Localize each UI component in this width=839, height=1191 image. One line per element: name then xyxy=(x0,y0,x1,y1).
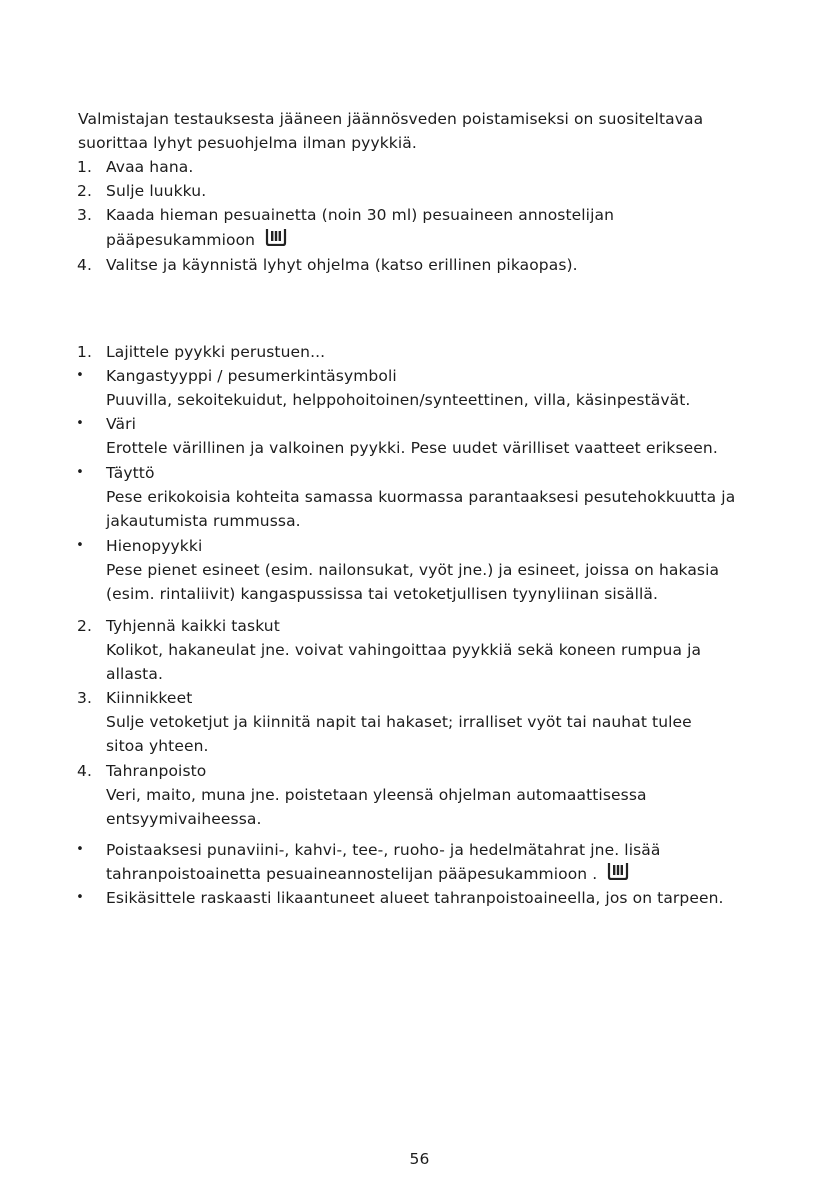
bullet: • xyxy=(76,416,84,431)
bullet-title: Hienopyykki xyxy=(106,537,203,555)
step-text: Avaa hana. xyxy=(106,158,194,176)
stain-bullet-text-continued xyxy=(106,862,629,887)
prep-desc: allasta. xyxy=(106,665,163,683)
bullet-title: Kangastyyppi / pesumerkintäsymboli xyxy=(106,367,397,385)
bullet: • xyxy=(76,368,84,383)
prep-number: 2. xyxy=(77,617,92,635)
step-number: 3. xyxy=(77,206,92,224)
prep-desc: Sulje vetoketjut ja kiinnitä napit tai hakaset; irralliset vyöt tai nauhat tulee xyxy=(106,713,692,731)
stain-bullet-text: Esikäsittele raskaasti likaantuneet alueet tahranpoistoaineella, jos on tarpeen. xyxy=(106,889,724,907)
prep-desc: Kolikot, hakaneulat jne. voivat vahingoittaa pyykkiä sekä koneen rumpua ja xyxy=(106,641,702,659)
prep-number: 4. xyxy=(77,762,92,780)
prep-number: 3. xyxy=(77,689,92,707)
bullet-desc: (esim. rintaliivit) kangaspussissa tai vetoketjullisen tyynyliinan sisällä. xyxy=(106,585,659,603)
step-number: 4. xyxy=(77,256,92,274)
prep-title: Kiinnikkeet xyxy=(106,689,193,707)
step-text-compartment: pääpesukammioon xyxy=(106,231,256,249)
step-number: 2. xyxy=(77,182,92,200)
step-text: Kaada hieman pesuainetta (noin 30 ml) pesuaineen annostelijan xyxy=(106,206,615,224)
step-text: Sulje luukku. xyxy=(106,182,207,200)
prep-desc: sitoa yhteen. xyxy=(106,737,209,755)
page-number: 56 xyxy=(409,1150,430,1168)
bullet-desc: Puuvilla, sekoitekuidut, helppohoitoinen/synteettinen, villa, käsinpestävät. xyxy=(106,391,691,409)
bullet: • xyxy=(76,465,84,480)
main-wash-compartment-icon xyxy=(265,228,287,253)
prep-desc: entsyymivaiheessa. xyxy=(106,810,262,828)
prep-title: Tahranpoisto xyxy=(106,762,207,780)
intro-line-2: suorittaa lyhyt pesuohjelma ilman pyykkiä. xyxy=(78,134,417,152)
bullet-desc: Pese erikokoisia kohteita samassa kuormassa parantaaksesi pesutehokkuutta ja xyxy=(106,488,736,506)
bullet: • xyxy=(76,538,84,553)
prep-title: Tyhjennä kaikki taskut xyxy=(106,617,280,635)
bullet-title: Täyttö xyxy=(106,464,155,482)
bullet-desc: Pese pienet esineet (esim. nailonsukat, vyöt jne.) ja esineet, joissa on hakasia xyxy=(106,561,720,579)
sort-title: Lajittele pyykki perustuen... xyxy=(106,343,326,361)
step-text-continued xyxy=(106,228,287,253)
prep-desc: Veri, maito, muna jne. poistetaan yleensä ohjelman automaattisessa xyxy=(106,786,647,804)
main-wash-compartment-icon xyxy=(607,862,629,887)
bullet: • xyxy=(76,842,84,857)
step-number: 1. xyxy=(77,158,92,176)
bullet-desc: jakautumista rummussa. xyxy=(106,512,301,530)
stain-bullet-text: tahranpoistoainetta pesuaineannostelijan pääpesukammioon . xyxy=(106,865,598,883)
intro-line-1: Valmistajan testauksesta jääneen jäännösveden poistamiseksi on suositeltavaa xyxy=(78,110,704,128)
sort-number: 1. xyxy=(77,343,92,361)
bullet-title: Väri xyxy=(106,415,136,433)
step-text: Valitse ja käynnistä lyhyt ohjelma (katso erillinen pikaopas). xyxy=(106,256,578,274)
bullet: • xyxy=(76,890,84,905)
stain-bullet-text: Poistaaksesi punaviini-, kahvi-, tee-, ruoho- ja hedelmätahrat jne. lisää xyxy=(106,841,661,859)
bullet-desc: Erottele värillinen ja valkoinen pyykki. Pese uudet värilliset vaatteet erikseen. xyxy=(106,439,718,457)
